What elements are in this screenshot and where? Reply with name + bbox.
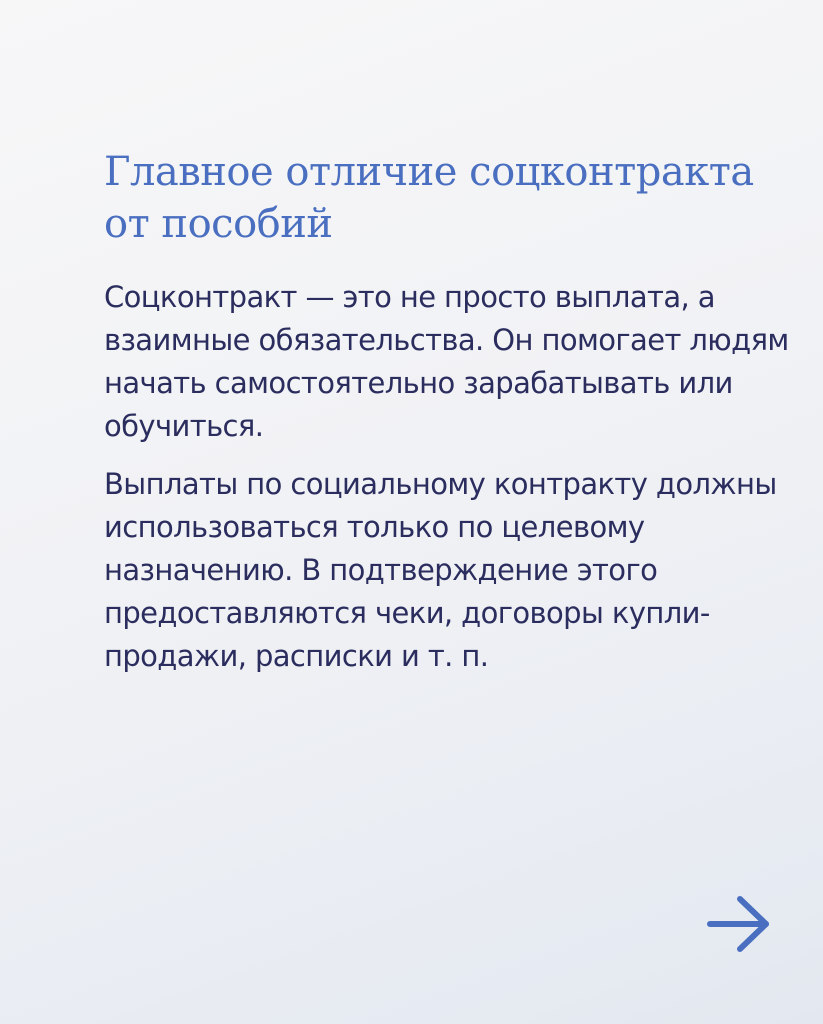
body-paragraph-1: Соцконтракт — это не просто выплата, а взаимные обязательства. Он помогает людям начать самостоятельно зарабатывать или обучиться. <box>104 280 789 443</box>
next-slide-button[interactable] <box>704 893 774 955</box>
arrow-right-icon <box>704 893 774 955</box>
body-paragraph-2: Выплаты по социальному контракту должны использоваться только по целевому назначению. В подтверждение этого предоставляются чеки, договоры купли-продажи, расписки и т. п. <box>104 467 777 673</box>
slide-title: Главное отличие соцконтракта от пособий <box>104 149 754 247</box>
